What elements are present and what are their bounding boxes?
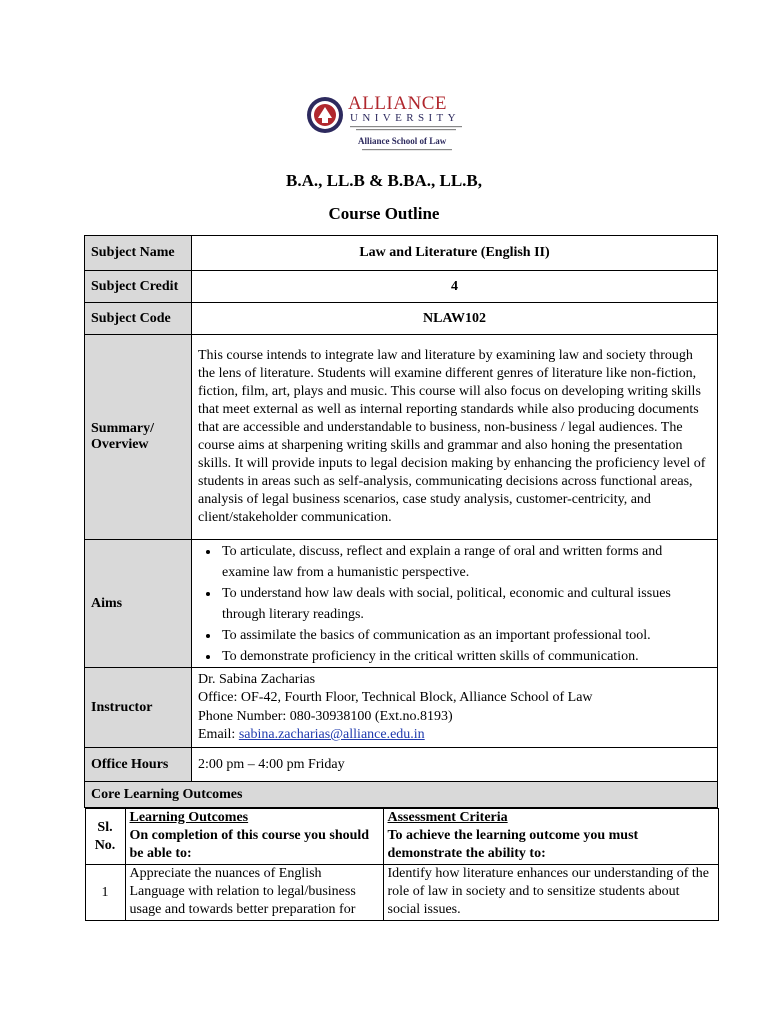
core-outcomes-container <box>85 808 718 922</box>
outcome-text: Appreciate the nuances of English Language with relation to legal/business usage and towards better preparation for <box>125 865 383 921</box>
subject-credit-value: 4 <box>192 271 718 303</box>
aims-list <box>198 541 711 667</box>
subject-name-value: Law and Literature (English II) <box>192 236 718 271</box>
office-hours-value: 2:00 pm – 4:00 pm Friday <box>192 748 718 782</box>
subject-credit-row <box>85 271 718 303</box>
outcome-number: 1 <box>85 865 125 921</box>
program-title: B.A., LL.B & B.BA., LL.B, <box>285 171 482 190</box>
subject-name-row <box>85 236 718 271</box>
logo-school-name: Alliance School of Law <box>358 136 447 146</box>
instructor-email-line <box>198 726 711 745</box>
aims-item: • To demonstrate proficiency in the critical written skills of communication. <box>220 646 711 667</box>
subject-name-label: Subject Name <box>85 236 192 271</box>
logo-name: ALLIANCE <box>348 93 447 114</box>
learning-outcomes-subtitle: On completion of this course you should be able to: <box>129 828 370 861</box>
slno-header: Sl. No. <box>85 809 125 865</box>
assessment-criteria-header <box>383 809 718 865</box>
learning-outcomes-title: Learning Outcomes <box>129 810 249 825</box>
instructor-label: Instructor <box>85 668 192 748</box>
learning-outcomes-header <box>125 809 383 865</box>
aims-item: • To understand how law deals with social, political, economic and cultural issues through literary readings. <box>220 583 711 625</box>
instructor-details <box>192 668 718 748</box>
outcomes-header-row <box>85 809 718 865</box>
logo-fine-print <box>350 126 462 132</box>
criteria-text: Identify how literature enhances our understanding of the role of law in society and to sensitize students about social issues. <box>383 865 718 921</box>
core-outcomes-title: Core Learning Outcomes <box>85 782 718 808</box>
logo-approval-line <box>362 148 452 152</box>
aims-label: Aims <box>85 540 192 668</box>
aims-item: • To articulate, discuss, reflect and explain a range of oral and written forms and examine law from a humanistic perspective. <box>220 541 711 583</box>
summary-label: Summary/ Overview <box>85 335 192 540</box>
instructor-email-label: Email: <box>198 727 239 742</box>
outcome-row <box>85 865 718 921</box>
logo-subname: UNIVERSITY <box>350 112 460 124</box>
instructor-phone: Phone Number: 080-30938100 (Ext.no.8193) <box>198 708 453 724</box>
subject-code-value: NLAW102 <box>192 303 718 335</box>
core-outcomes-header-row <box>85 782 718 808</box>
assessment-criteria-title: Assessment Criteria <box>387 810 508 825</box>
summary-text: This course intends to integrate law and literature by examining law and society through the lens of literature. Students will examine different genres of literature like non-fiction, fiction, film, art, plays and music. This course will also focus on developing writing skills that meet external as well as internal reporting standards while also producing documents that are accessible and understandable to business, non-business / legal audiences. The course aims at sharpening writing skills and grammar and also honing the presentation skills. It will provide inputs to legal decision making by enhancing the proficiency level of students in areas such as self-analysis, communicating decisions across functional areas, analysis of legal business scenarios, case study analysis, customer-centricity, and client/stakeholder communication. <box>192 335 718 540</box>
subject-code-row <box>85 303 718 335</box>
university-seal-icon <box>306 96 344 134</box>
subject-credit-label: Subject Credit <box>85 271 192 303</box>
core-outcomes-body-row <box>85 808 718 922</box>
summary-row <box>85 335 718 540</box>
instructor-name: Dr. Sabina Zacharias <box>198 671 316 687</box>
assessment-criteria-subtitle: To achieve the learning outcome you must demonstrate the ability to: <box>387 828 639 861</box>
instructor-office: Office: OF-42, Fourth Floor, Technical Block, Alliance School of Law <box>198 690 593 705</box>
instructor-row <box>85 668 718 748</box>
learning-outcomes-table <box>85 808 719 921</box>
office-hours-label: Office Hours <box>85 748 192 782</box>
document-title: Course Outline <box>328 204 440 223</box>
instructor-email-link[interactable]: sabina.zacharias@alliance.edu.in <box>238 727 425 742</box>
aims-content <box>192 540 718 668</box>
aims-row <box>85 540 718 668</box>
aims-item: • To assimilate the basics of communication as an important professional tool. <box>220 625 711 646</box>
course-outline-table <box>84 235 718 921</box>
alliance-university-logo <box>306 94 466 156</box>
subject-code-label: Subject Code <box>85 303 192 335</box>
office-hours-row <box>85 748 718 782</box>
